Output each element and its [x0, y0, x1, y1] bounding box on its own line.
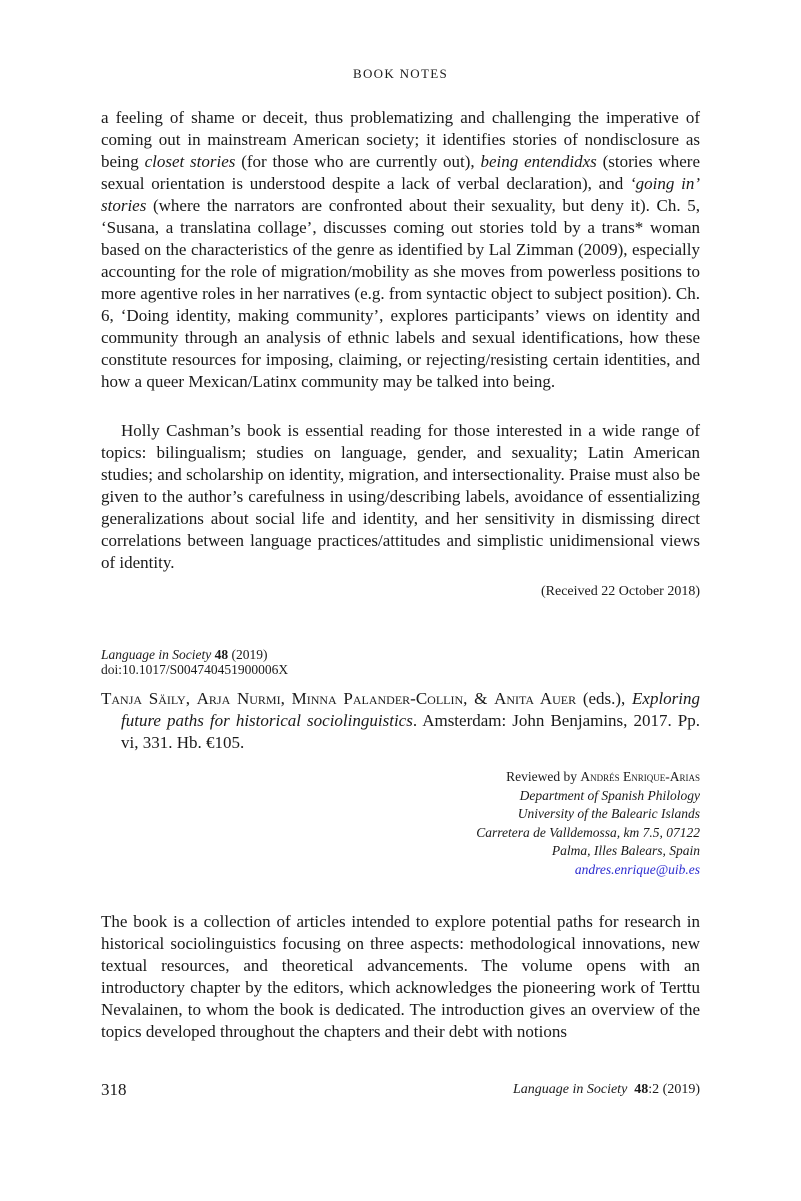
journal-reference — [101, 647, 288, 677]
text-run: closet stories — [144, 152, 236, 171]
citation-run: Arja Nurmi — [196, 689, 281, 708]
review1-paragraph-1 — [101, 107, 700, 393]
citation-run: Minna Palander-Collin — [291, 689, 464, 708]
journal-volume: 48 — [214, 647, 229, 662]
reviewed-by-label: Reviewed by — [506, 769, 581, 784]
citation-run: , — [280, 689, 292, 708]
footer-issue: :2 (2019) — [648, 1082, 700, 1097]
affiliation-line: Department of Spanish Philology — [519, 787, 700, 803]
footer-journal-title: Language in Society — [512, 1082, 628, 1097]
doi: doi:10.1017/S004740451900006X — [101, 662, 289, 677]
citation-run: Anita Auer — [494, 689, 577, 708]
journal-year: (2019) — [231, 647, 268, 662]
review2-body: The book is a collection of articles intended to explore potential paths for research in historical sociolinguistics focusing on three aspects: methodological innovations, new textual resources, and theoretical advancements. The volume opens with an introductory chapter by the editors, which acknowledges the pioneering work of Terttu Nevalainen, to whom the book is dedicated. The introduction gives an overview of the topics developed throughout the chapters and their debt with notions — [101, 912, 700, 1041]
citation-run: (eds.), — [576, 689, 633, 708]
text-run: being entendidxs — [480, 152, 597, 171]
review1-paragraph-2: Holly Cashman’s book is essential reading for those interested in a wide range of topics: bilingualism; studies on language, gender, and sexuality; Latin American studies; and scholarship on identity, migration, and intersectionality. Praise must also be given to the author’s carefulness in using/describing labels, avoidance of essentializing generalizations about social life and identity, and her sensitivity in dismissing direct correlations between language practices/attitudes and simplistic unidimensional views of identity. — [101, 421, 700, 572]
text-run: a feeling of shame or deceit, thus problematizing and challenging the imperative of coming out in mainstream American society; it identifies stories of nondisclosure as being — [101, 108, 700, 171]
text-run: (stories where sexual orientation is understood despite a lack of verbal declaration), and — [101, 152, 701, 193]
citation-run: Tanja Säily — [101, 689, 186, 708]
citation-run: Exploring future paths for historical sociolinguistics — [121, 689, 701, 730]
running-head: BOOK NOTES — [353, 66, 448, 81]
text-run: ‘going in’ stories — [101, 174, 700, 215]
reviewer-email-link[interactable]: andres.enrique@uib.es — [574, 861, 700, 877]
reviewer-name: Andrés Enrique-Arias — [580, 769, 700, 784]
affiliation-line: Palma, Illes Balears, Spain — [551, 843, 700, 858]
page-number: 318 — [101, 1080, 127, 1099]
reviewer-block — [476, 768, 700, 879]
footer-journal — [513, 1082, 700, 1098]
affiliation-line: Carretera de Valldemossa, km 7.5, 07122 — [476, 824, 700, 840]
text-run: (for those who are currently out), — [235, 152, 481, 171]
citation-run: , & — [463, 689, 495, 708]
book-citation — [101, 688, 700, 754]
journal-title: Language in Society — [101, 647, 212, 662]
citation-run: , — [185, 689, 197, 708]
text-run: (where the narrators are confronted about their sexuality, but deny it). Ch. 5, ‘Susana, a translatina collage’, discusses coming out stories told by a trans* woman based on the characteristics of the genre as identified by Lal Zimman (2009), especially accounting for the role of migration/mobility as she moves from powerless positions to more agentive roles in her narratives (e.g. from syntactic object to subject position). Ch. 6, ‘Doing identity, making community’, explores participants’ views on identity and community through an analysis of ethnic labels and sexual identifications, how these constitute resources for imposing, claiming, or rejecting/resisting certain identities, and how a queer Mexican/Latinx community may be talked into being. — [101, 196, 700, 391]
received-date: (Received 22 October 2018) — [541, 584, 700, 599]
footer-volume: 48 — [634, 1082, 649, 1097]
citation-run: . Amsterdam: John Benjamins, 2017. Pp. vi, 331. Hb. €105. — [121, 711, 700, 752]
affiliation-line: University of the Balearic Islands — [517, 806, 700, 821]
